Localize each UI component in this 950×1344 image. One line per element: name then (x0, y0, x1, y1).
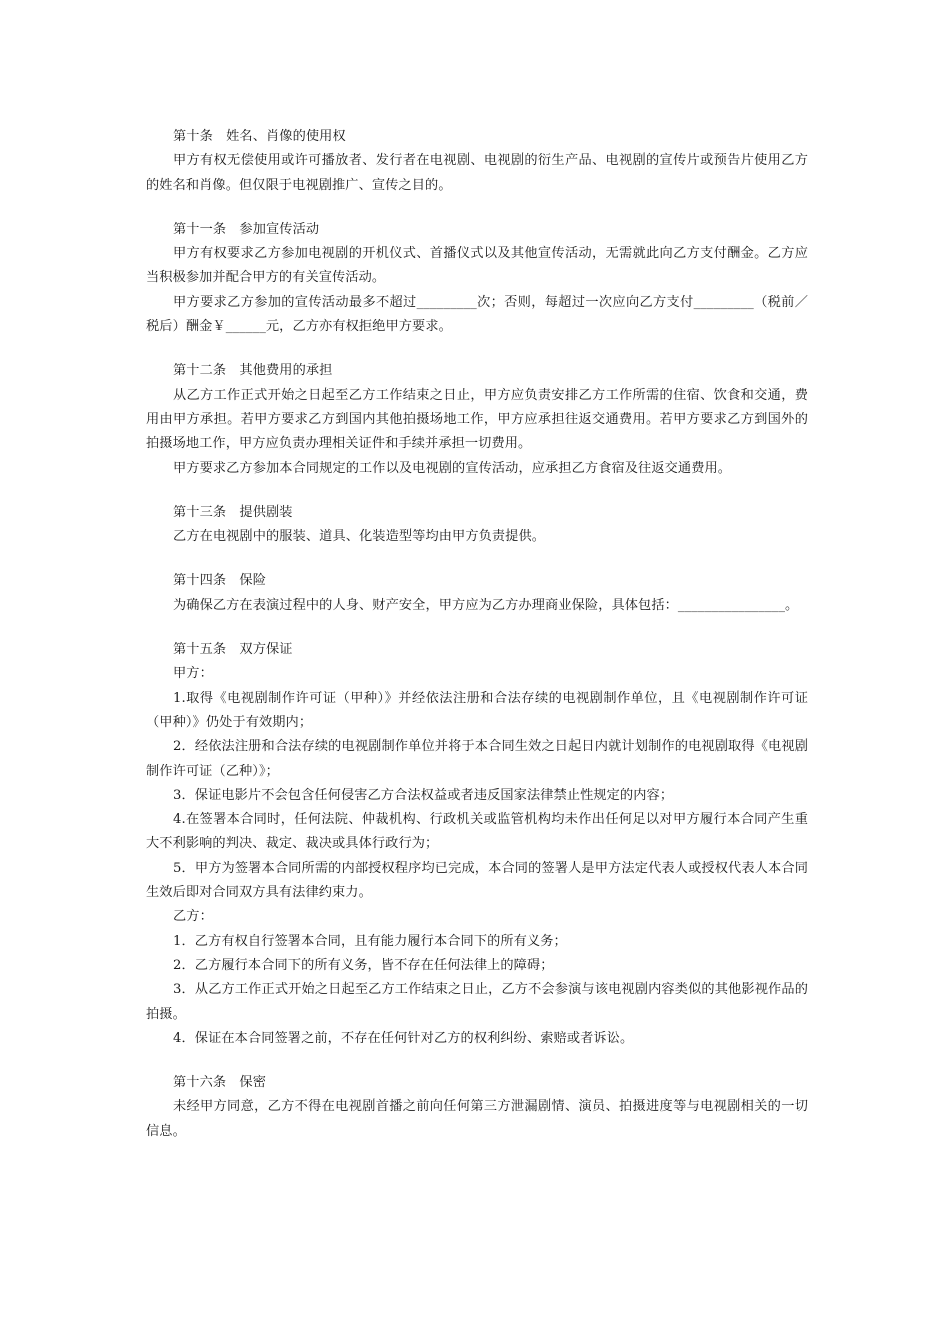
article-10 (146, 125, 808, 198)
article-paragraph: 甲方要求乙方参加本合同规定的工作以及电视剧的宣传活动，应承担乙方食宿及往返交通费用。 (173, 460, 732, 476)
article-paragraph: 甲方有权要求乙方参加电视剧的开机仪式、首播仪式以及其他宣传活动，无需就此向乙方支付酬金。乙方应当积极参加并配合甲方的有关宣传活动。 (146, 246, 808, 286)
article-heading: 第十四条 保险 (173, 573, 267, 589)
article-paragraph: 乙方在电视剧中的服装、道具、化装造型等均由甲方负责提供。 (173, 529, 546, 545)
article-paragraph: 4.在签署本合同时，任何法院、仲裁机构、行政机关或监管机构均未作出任何足以对甲方履行本合同产生重大不利影响的判决、裁定、裁决或具体行政行为； (146, 812, 808, 852)
article-paragraph: 4．保证在本合同签署之前，不存在任何针对乙方的权利纠纷、索赔或者诉讼。 (173, 1030, 634, 1046)
article-paragraph: 为确保乙方在表演过程中的人身、财产安全，甲方应为乙方办理商业保险，具体包括：________________。 (173, 597, 799, 613)
article-paragraph: 1．乙方有权自行签署本合同，且有能力履行本合同下的所有义务； (173, 933, 567, 949)
article-heading: 第十六条 保密 (173, 1075, 267, 1091)
article-heading: 第十五条 双方保证 (173, 642, 293, 658)
article-paragraph: 2．经依法注册和合法存续的电视剧制作单位并将于本合同生效之日起日内就计划制作的电视剧取得《电视剧制作许可证（乙种）》； (146, 739, 808, 779)
party-b-label: 乙方： (173, 909, 213, 925)
article-14 (146, 569, 808, 618)
article-paragraph: 5．甲方为签署本合同所需的内部授权程序均已完成，本合同的签署人是甲方法定代表人或授权代表人本合同生效后即对合同双方具有法律约束力。 (146, 860, 808, 901)
article-paragraph: 3．从乙方工作正式开始之日起至乙方工作结束之日止，乙方不会参演与该电视剧内容类似的其他影视作品的拍摄。 (146, 982, 808, 1022)
article-heading: 第十二条 其他费用的承担 (173, 363, 333, 379)
article-paragraph: 未经甲方同意，乙方不得在电视剧首播之前向任何第三方泄漏剧情、演员、拍摄进度等与电视剧相关的一切信息。 (146, 1099, 808, 1139)
article-heading: 第十三条 提供剧装 (173, 504, 293, 520)
party-a-label: 甲方： (173, 666, 213, 682)
article-paragraph: 1.取得《电视剧制作许可证（甲种）》并经依法注册和合法存续的电视剧制作单位，且《电视剧制作许可证（甲种）》仍处于有效期内； (146, 690, 808, 730)
article-13 (146, 501, 808, 550)
article-paragraph: 甲方要求乙方参加的宣传活动最多不超过_________次；否则，每超过一次应向乙方支付_________（税前／税后）酬金￥______元，乙方亦有权拒绝甲方要求。 (146, 294, 808, 335)
article-12 (146, 359, 808, 480)
article-paragraph: 甲方有权无偿使用或许可播放者、发行者在电视剧、电视剧的衍生产品、电视剧的宣传片或预告片使用乙方的姓名和肖像。但仅限于电视剧推广、宣传之目的。 (146, 153, 808, 193)
article-16 (146, 1071, 808, 1144)
article-heading: 第十一条 参加宣传活动 (173, 221, 320, 237)
article-paragraph: 3．保证电影片不会包含任何侵害乙方合法权益或者违反国家法律禁止性规定的内容； (173, 787, 674, 803)
document-body (146, 125, 808, 1164)
article-11 (146, 218, 808, 339)
article-heading: 第十条 姓名、肖像的使用权 (173, 129, 346, 144)
article-paragraph: 2．乙方履行本合同下的所有义务，皆不存在任何法律上的障碍； (173, 957, 554, 973)
article-15 (146, 638, 808, 1051)
article-paragraph: 从乙方工作正式开始之日起至乙方工作结束之日止，甲方应负责安排乙方工作所需的住宿、饮食和交通，费用由甲方承担。若甲方要求乙方到国内其他拍摄场地工作，甲方应承担往返交通费用。若甲方要求乙方到国外的拍摄场地工作，甲方应负责办理相关证件和手续并承担一切费用。 (146, 387, 808, 452)
